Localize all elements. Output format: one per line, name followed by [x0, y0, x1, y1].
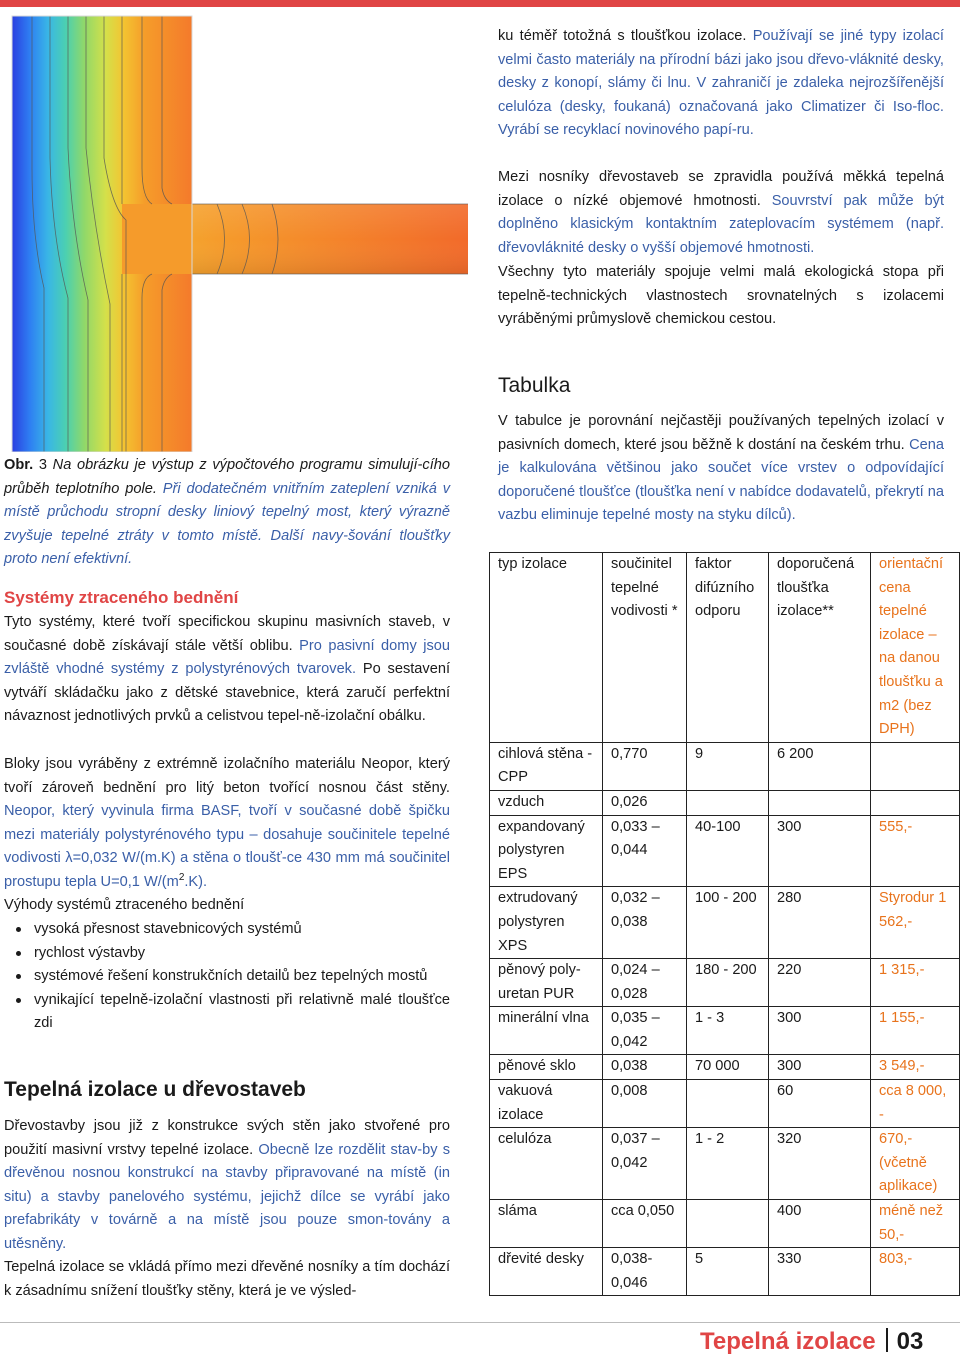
- page-number: 03: [896, 1328, 924, 1355]
- advantages-list: [4, 918, 450, 1036]
- list-item: vynikající tepelně-izolační vlastnosti při relativně malé tloušťce zdi: [4, 989, 450, 1036]
- right-paragraph-2: Mezi nosníky dřevostaveb se zpravidla používá měkká tepelná izolace o nízké objemové hmotnosti. Souvrství pak může být doplněno klasickým kontaktním zateplovacím systémem (např. dřevovláknité desky o vyšší objemové hmotnosti.: [498, 169, 945, 256]
- list-item: systémové řešení konstrukčních detailů bez tepelných mostů: [4, 965, 450, 989]
- formwork-paragraph-2: Bloky jsou vyráběny z extrémně izolačního materiálu Neopor, který tvoří zároveň bednění pro litý beton tvořící nosnou část stěny. Neopor, který vyvinula firma BASF, tvoří v současné době špičku mezi materiály polystyrénového typu – dosahuje součinitele tepelné vodivosti λ=0,032 W/(m.K) a stěna o tloušť-ce 430 mm má součinitel prostupu tepla U=0,1 $W/(m^2.K)$.: [4, 756, 450, 890]
- footer-divider: [886, 1328, 888, 1352]
- table-header: součinitel tepelné vodivosti *: [603, 553, 687, 743]
- table-header: doporučená tloušťka izolace**: [769, 553, 871, 743]
- table-header: orientační cena tepelné izolace – na danou tloušťku a m2 (bez DPH): [871, 553, 960, 743]
- table-row: extrudovaný polystyren XPS 0,032 – 0,038 100 - 200 280 Styrodur 1 562,-: [490, 887, 960, 959]
- timber-paragraph-2: Tepelná izolace se vkládá přímo mezi dřevěné nosníky a tím dochází k zásadnímu snížení tloušťky stěny, která je ve výsled-: [4, 1259, 450, 1299]
- table-row: vakuová izolace 0,008 60 cca 8 000, -: [490, 1080, 960, 1128]
- bottom-rule: [0, 1322, 960, 1323]
- table-row: celulóza 0,037 – 0,042 1 - 2 320 670,- (včetně aplikace): [490, 1128, 960, 1200]
- figure-caption: [4, 454, 450, 572]
- table-row: vzduch 0,026: [490, 790, 960, 815]
- caption-text-2: Při dodatečném vnitřním zateplení vzniká v místě průchodu stropní desky liniový tepelný most, který výrazně zvyšuje tepelné ztráty v tomto místě. Další navy-šování tloušťky proto není efektivní.: [4, 480, 450, 568]
- right-paragraph-1: ku téměř totožná s tloušťkou izolace. Používají se jiné typy izolací velmi často materiály na přírodní bázi jako jsou dřevo-vláknité desky, desky z konopí, slámy či lnu. V zahraničí je zdaleka nejrozšířenější celulóza (desky, foukaná) označovaná jako Climatizer či Iso-floc. Vyrábí se recyklací novinového papí-ru.: [498, 28, 944, 139]
- thermal-simulation-image: [2, 8, 470, 452]
- table-title: Tabulka: [498, 374, 571, 397]
- table-row: pěnový poly-uretan PUR 0,024 – 0,028 180 - 200 220 1 315,-: [490, 959, 960, 1007]
- table-intro: V tabulce je porovnání nejčastěji používaných tepelných izolací v pasivních domech, které jsou běžně k dostání na českém trhu. Cena je kalkulována většinou jako součet více vrstev o odpovídající doporučené tloušťce (tloušťka není v nabídce dodavatelů, překrytí na vazbu eliminuje tepelné mosty na styku dílců).: [498, 413, 944, 524]
- table-row: minerální vlna 0,035 – 0,042 1 - 3 300 1 155,-: [490, 1007, 960, 1055]
- list-item: vysoká přesnost stavebnicových systémů: [4, 918, 450, 942]
- table-row: cihlová stěna - CPP 0,770 9 6 200: [490, 742, 960, 790]
- table-header-row: [490, 553, 960, 743]
- section-heading-timber: Tepelná izolace u dřevostaveb: [4, 1078, 306, 1101]
- footer-title: Tepelná izolace: [700, 1328, 876, 1355]
- insulation-table: [489, 552, 960, 1296]
- advantages-title: Výhody systémů ztraceného bednění: [4, 897, 245, 913]
- table-row: pěnové sklo 0,038 70 000 300 3 549,-: [490, 1055, 960, 1080]
- table-row: sláma cca 0,050 400 méně než 50,-: [490, 1200, 960, 1248]
- caption-text-1: Na obrázku je výstup z výpočtového programu simulují-cího průběh teplotního pole.: [4, 457, 451, 497]
- page-footer: [700, 1328, 923, 1356]
- right-paragraph-3: Všechny tyto materiály spojuje velmi malá ekologická stopa při tepelně-technických vlastnostech srovnatelných s izolacemi vyráběnými průmyslově chemickou cestou.: [498, 264, 944, 328]
- section-heading-formwork: Systémy ztraceného bednění: [4, 588, 239, 607]
- timber-paragraph-1: Dřevostavby jsou již z konstrukce svých stěn jako stvořené pro použití masivní vrstvy tepelné izolace. Obecně lze rozdělit stav-by s dřevěnou nosnou konstrukcí na stavby připravované na místě (in situ) a stavby panelového systému, jejichž dílce se vyrábí jako prefabrikáty v továrně a na místě jsou pouze smon-továny a utěsněny.: [4, 1118, 450, 1252]
- table-row: expandovaný polystyren EPS 0,033 – 0,044 40-100 300 555,-: [490, 815, 960, 887]
- top-rule: [0, 0, 960, 7]
- table-header: typ izolace: [490, 553, 603, 743]
- table-header: faktor difúzního odporu: [687, 553, 769, 743]
- table-row: dřevité desky 0,038-0,046 5 330 803,-: [490, 1248, 960, 1296]
- formwork-paragraph-1: Tyto systémy, které tvoří specifickou skupinu masivních staveb, v současné době získávají stále větší oblibu. Pro pasivní domy jsou zvláště vhodné systémy z polystyrénových tvarovek. Po sestavení vytváří skládačku jako z dětské stavebnice, která zaručí perfektní návaznost jednotlivých prvků a celistvou tepel-ně-izolační obálku.: [4, 614, 450, 725]
- figure-label: Obr.: [4, 457, 34, 473]
- figure-number: 3: [38, 457, 47, 473]
- list-item: rychlost výstavby: [4, 942, 450, 966]
